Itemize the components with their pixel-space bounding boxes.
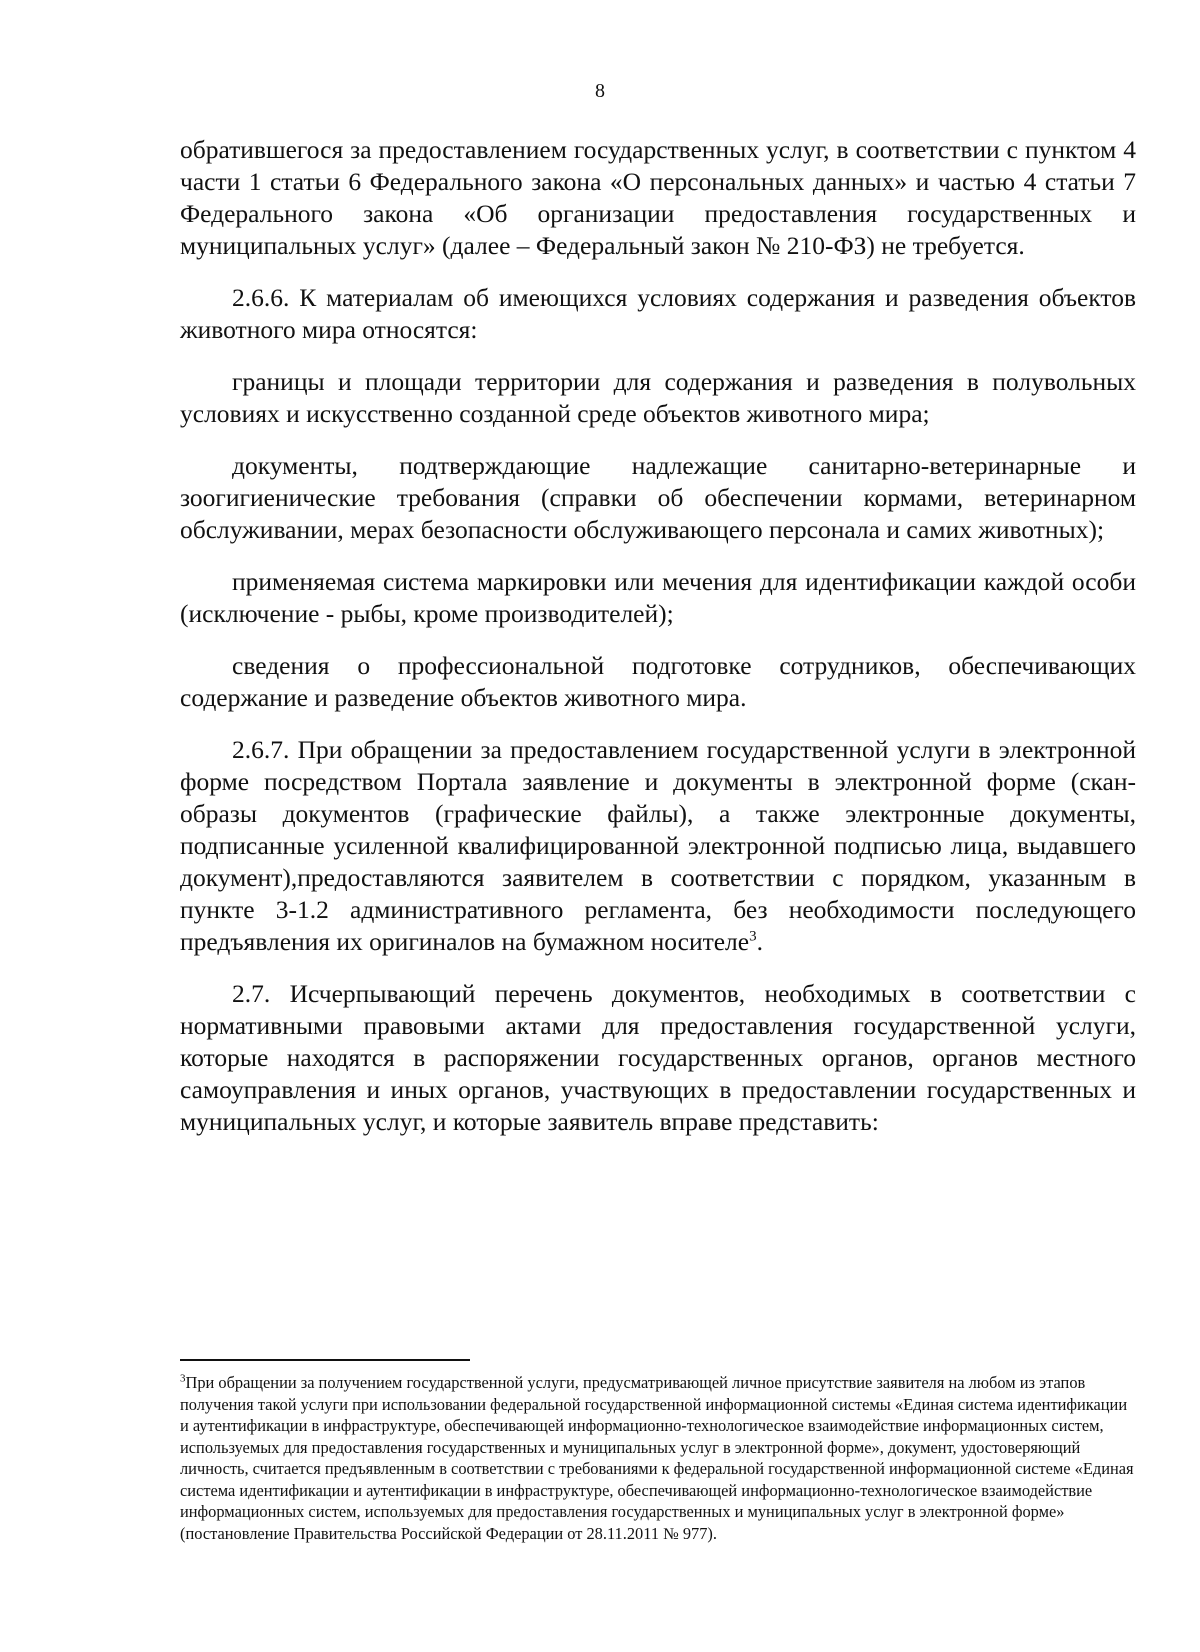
paragraph-2-6-7 [180, 734, 1136, 958]
footnote-text: При обращении за получением государственной услуги, предусматривающей личное присутствие заявителя на любом из этапов получения такой услуги при использовании федеральной государственной информационной системы «Единая система идентификации и аутентификации в инфраструктуре, обеспечивающей информационно-технологическое взаимодействие информационных систем, используемых для предоставления государственных и муниципальных услуг в электронной форме», документ, удостоверяющий личность, считается предъявленным в соответствии с требованиями к федеральной государственной информационной системе «Единая система идентификации и аутентификации в инфраструктуре, обеспечивающей информационно-технологическое взаимодействие информационных систем, используемых для предоставления государственных и муниципальных услуг в электронной форме» (постановление Правительства Российской Федерации от 28.11.2011 № 977). [180, 1373, 1134, 1543]
paragraph-staff: сведения о профессиональной подготовке сотрудников, обеспечивающих содержание и разведение объектов животного мира. [180, 651, 1136, 712]
paragraph-documents: документы, подтверждающие надлежащие санитарно-ветеринарные и зоогигиенические требования (справки об обеспечении кормами, ветеринарном обслуживании, мерах безопасности обслуживающего персонала и самих животных); [180, 451, 1136, 544]
paragraph-continuation: обратившегося за предоставлением государственных услуг, в соответствии с пунктом 4 части 1 статьи 6 Федерального закона «О персональных данных» и частью 4 статьи 7 Федерального закона «Об организации предоставления государственных и муниципальных услуг» (далее – Федеральный закон № 210-ФЗ) не требуется. [180, 135, 1136, 260]
paragraph-2-6-7-text: 2.6.7. При обращении за предоставлением государственной услуги в электронной форме посредством Портала заявление и документы в электронной форме (скан-образы документов (графические файлы), а также электронные документы, подписанные усиленной квалифицированной электронной подписью лица, выдавшего документ),предоставляются заявителем в соответствии с порядком, указанным в пункте 3-1.2 административного регламента, без необходимости последующего предъявления их оригиналов на бумажном носителе [180, 735, 1136, 956]
footnote-marker: 3 [180, 1372, 186, 1385]
paragraph-2-6-7-end: . [756, 927, 763, 956]
footnote [180, 1372, 1136, 1544]
footnote-reference[interactable]: 3 [749, 928, 757, 945]
page-number: 8 [595, 80, 605, 102]
paragraph-2-7: 2.7. Исчерпывающий перечень документов, необходимых в соответствии с нормативными правовыми актами для предоставления государственной услуги, которые находятся в распоряжении государственных органов, органов местного самоуправления и иных органов, участвующих в предоставлении государственных и муниципальных услуг, и которые заявитель вправе представить: [180, 979, 1136, 1136]
paragraph-2-6-6: 2.6.6. К материалам об имеющихся условиях содержания и разведения объектов животного мира относятся: [180, 283, 1136, 344]
paragraph-territory: границы и площади территории для содержания и разведения в полувольных условиях и искусственно созданной среде объектов животного мира; [180, 367, 1136, 428]
paragraph-marking: применяемая система маркировки или мечения для идентификации каждой особи (исключение - рыбы, кроме производителей); [180, 567, 1136, 628]
footnote-separator [180, 1359, 470, 1361]
document-body [180, 134, 1136, 1158]
